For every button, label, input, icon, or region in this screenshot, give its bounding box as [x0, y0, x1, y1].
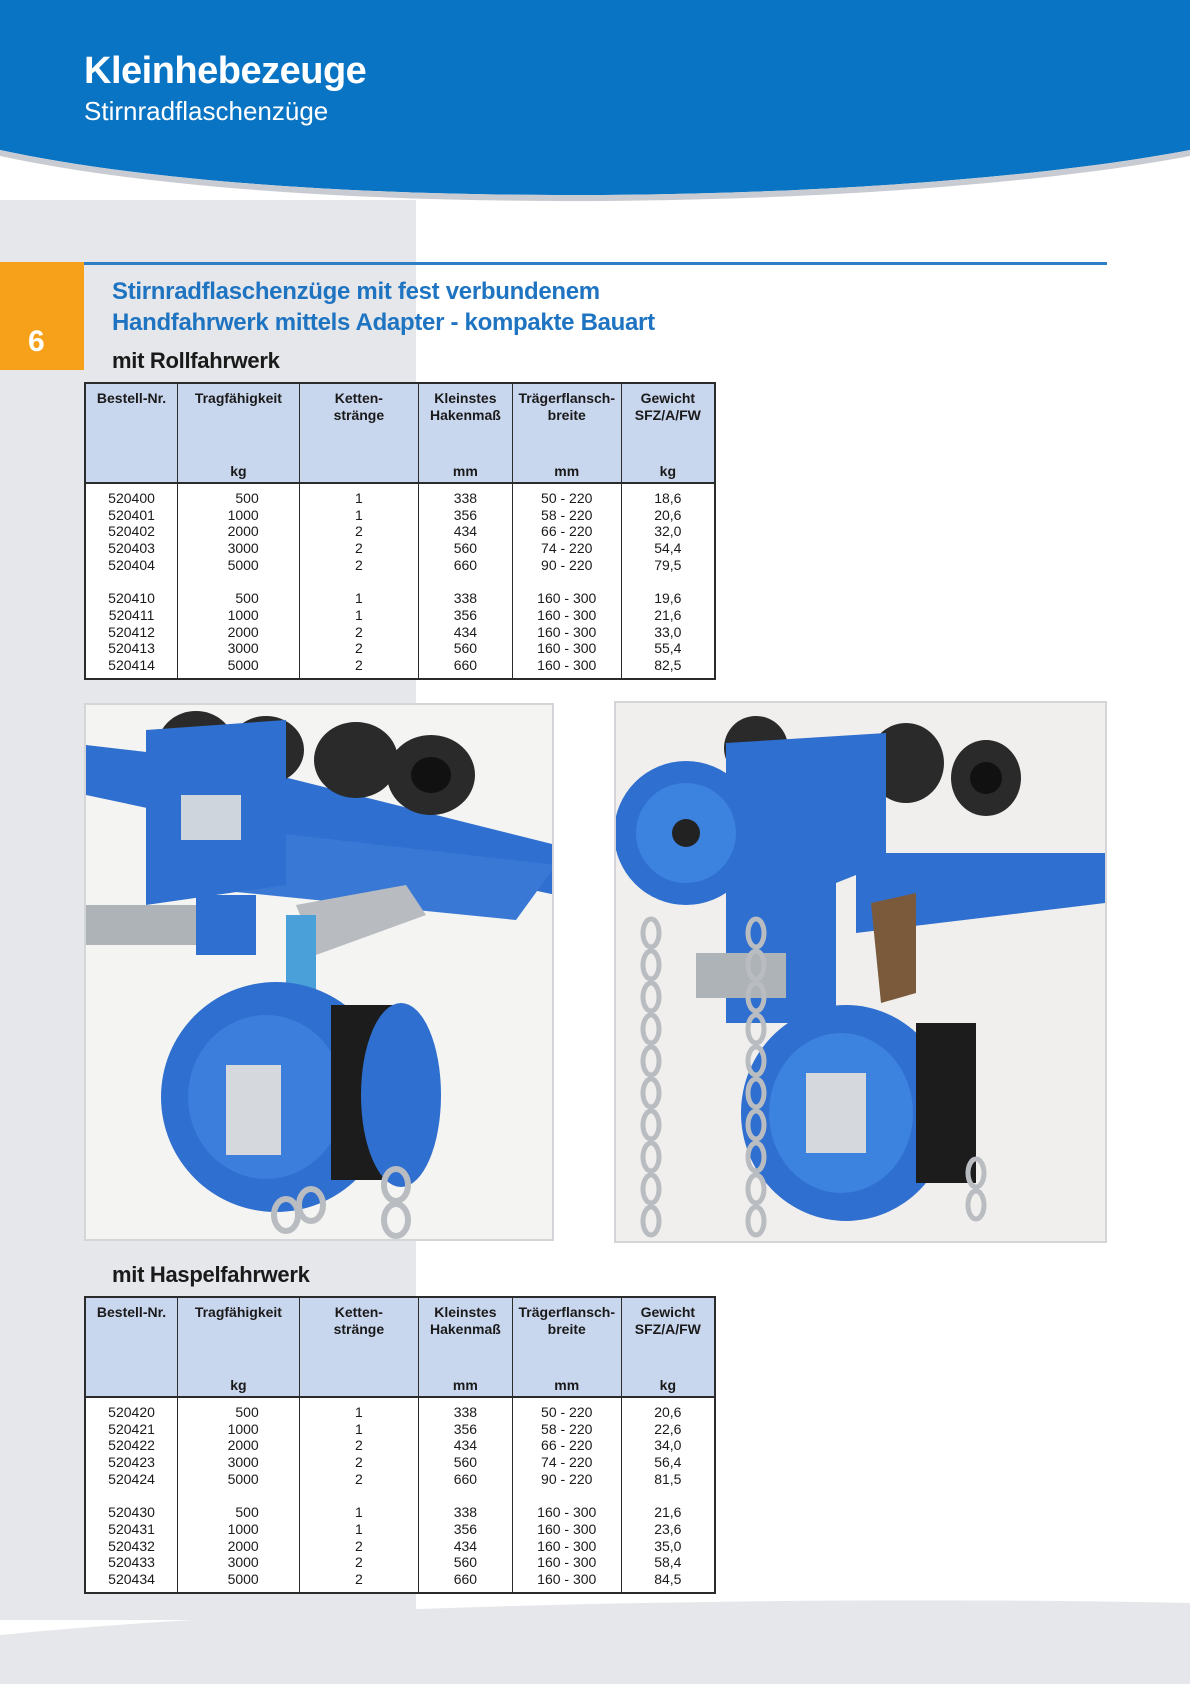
kettenstraenge-cell: 2 [299, 1554, 418, 1571]
gewicht-cell: 56,4 [621, 1454, 715, 1471]
tragfaehigkeit-cell: 2000 [178, 523, 300, 540]
hakenmass-cell: 356 [418, 1421, 512, 1438]
unit-cell: mm [512, 1375, 621, 1397]
traegerflanschbreite-cell: 160 - 300 [512, 624, 621, 641]
kettenstraenge-cell: 2 [299, 523, 418, 540]
traegerflanschbreite-cell: 90 - 220 [512, 1471, 621, 1488]
kettenstraenge-cell: 1 [299, 607, 418, 624]
tragfaehigkeit-cell: 5000 [178, 557, 300, 574]
spacer-cell [621, 1488, 715, 1505]
kettenstraenge-cell: 1 [299, 1504, 418, 1521]
tragfaehigkeit-cell: 1000 [178, 607, 300, 624]
hakenmass-cell: 660 [418, 1471, 512, 1488]
col-header-kettenstraenge: Ketten- stränge [299, 383, 418, 461]
section-heading-line2: Handfahrwerk mittels Adapter - kompakte Bauart [112, 309, 655, 336]
hakenmass-cell: 660 [418, 657, 512, 679]
gewicht-cell: 20,6 [621, 507, 715, 524]
traegerflanschbreite-cell: 160 - 300 [512, 1504, 621, 1521]
gewicht-cell: 35,0 [621, 1538, 715, 1555]
bestell-nr-cell: 520413 [85, 640, 178, 657]
kettenstraenge-cell: 1 [299, 483, 418, 507]
unit-cell [85, 1375, 178, 1397]
tragfaehigkeit-cell: 2000 [178, 1538, 300, 1555]
gewicht-cell: 55,4 [621, 640, 715, 657]
traegerflanschbreite-cell: 160 - 300 [512, 1571, 621, 1593]
bestell-nr-cell: 520411 [85, 607, 178, 624]
product-photo-rollfahrwerk [84, 703, 554, 1241]
col-header-tragfaehigkeit: Tragfähigkeit [178, 383, 300, 461]
bestell-nr-cell: 520420 [85, 1397, 178, 1421]
table-row [85, 624, 715, 641]
section-heading-line1: Stirnradflaschenzüge mit fest verbundenem [112, 278, 600, 305]
bestell-nr-cell: 520434 [85, 1571, 178, 1593]
bestell-nr-cell: 520432 [85, 1538, 178, 1555]
table-row [85, 1454, 715, 1471]
kettenstraenge-cell: 2 [299, 1471, 418, 1488]
traegerflanschbreite-cell: 50 - 220 [512, 1397, 621, 1421]
table-row [85, 640, 715, 657]
traegerflanschbreite-cell: 66 - 220 [512, 1437, 621, 1454]
bestell-nr-cell: 520423 [85, 1454, 178, 1471]
col-header-bestell-nr: Bestell-Nr. [85, 383, 178, 461]
bestell-nr-cell: 520421 [85, 1421, 178, 1438]
spacer-cell [299, 1488, 418, 1505]
unit-cell: kg [621, 1375, 715, 1397]
section-divider [84, 262, 1107, 265]
col-header-hakenmass: Kleinstes Hakenmaß [418, 383, 512, 461]
traegerflanschbreite-cell: 58 - 220 [512, 507, 621, 524]
unit-cell [299, 1375, 418, 1397]
hakenmass-cell: 434 [418, 624, 512, 641]
haspelfahrwerk-heading: mit Haspelfahrwerk [112, 1262, 310, 1287]
kettenstraenge-cell: 2 [299, 624, 418, 641]
spacer-cell [178, 574, 300, 591]
hakenmass-cell: 338 [418, 483, 512, 507]
kettenstraenge-cell: 1 [299, 590, 418, 607]
section-heading [112, 276, 655, 338]
unit-cell: kg [178, 461, 300, 483]
hakenmass-cell: 338 [418, 590, 512, 607]
header-subtitle: Stirnradflaschenzüge [84, 96, 329, 126]
kettenstraenge-cell: 1 [299, 507, 418, 524]
traegerflanschbreite-cell: 160 - 300 [512, 640, 621, 657]
group-spacer-row [85, 574, 715, 591]
tragfaehigkeit-cell: 5000 [178, 1471, 300, 1488]
kettenstraenge-cell: 2 [299, 1538, 418, 1555]
gewicht-cell: 21,6 [621, 607, 715, 624]
hakenmass-cell: 560 [418, 1454, 512, 1471]
spacer-cell [512, 1488, 621, 1505]
hakenmass-cell: 434 [418, 523, 512, 540]
kettenstraenge-cell: 2 [299, 540, 418, 557]
traegerflanschbreite-cell: 160 - 300 [512, 1521, 621, 1538]
col-header-tragfaehigkeit: Tragfähigkeit [178, 1297, 300, 1375]
tragfaehigkeit-cell: 500 [178, 1504, 300, 1521]
table-row [85, 657, 715, 679]
tragfaehigkeit-cell: 1000 [178, 507, 300, 524]
traegerflanschbreite-cell: 160 - 300 [512, 1538, 621, 1555]
bestell-nr-cell: 520401 [85, 507, 178, 524]
bestell-nr-cell: 520414 [85, 657, 178, 679]
kettenstraenge-cell: 2 [299, 1571, 418, 1593]
bestell-nr-cell: 520433 [85, 1554, 178, 1571]
hakenmass-cell: 560 [418, 640, 512, 657]
traegerflanschbreite-cell: 50 - 220 [512, 483, 621, 507]
traegerflanschbreite-cell: 66 - 220 [512, 523, 621, 540]
table-row [85, 523, 715, 540]
unit-cell: mm [512, 461, 621, 483]
page-header [0, 0, 1190, 215]
col-header-bestell-nr: Bestell-Nr. [85, 1297, 178, 1375]
gewicht-cell: 34,0 [621, 1437, 715, 1454]
gewicht-cell: 33,0 [621, 624, 715, 641]
table-row [85, 507, 715, 524]
gewicht-cell: 82,5 [621, 657, 715, 679]
spacer-cell [512, 574, 621, 591]
tragfaehigkeit-cell: 1000 [178, 1421, 300, 1438]
bestell-nr-cell: 520410 [85, 590, 178, 607]
bestell-nr-cell: 520404 [85, 557, 178, 574]
unit-cell: mm [418, 461, 512, 483]
spacer-cell [85, 1488, 178, 1505]
col-header-kettenstraenge: Ketten- stränge [299, 1297, 418, 1375]
kettenstraenge-cell: 2 [299, 1437, 418, 1454]
gewicht-cell: 32,0 [621, 523, 715, 540]
bestell-nr-cell: 520400 [85, 483, 178, 507]
gewicht-cell: 84,5 [621, 1571, 715, 1593]
hakenmass-cell: 338 [418, 1397, 512, 1421]
col-header-traegerflanschbreite: Trägerflansch- breite [512, 1297, 621, 1375]
table-row [85, 557, 715, 574]
traegerflanschbreite-cell: 74 - 220 [512, 540, 621, 557]
bestell-nr-cell: 520422 [85, 1437, 178, 1454]
gewicht-cell: 18,6 [621, 483, 715, 507]
unit-cell [299, 461, 418, 483]
traegerflanschbreite-cell: 74 - 220 [512, 1454, 621, 1471]
tragfaehigkeit-cell: 2000 [178, 624, 300, 641]
col-header-gewicht: Gewicht SFZ/A/FW [621, 1297, 715, 1375]
table-row [85, 1571, 715, 1593]
gewicht-cell: 23,6 [621, 1521, 715, 1538]
rollfahrwerk-table [84, 382, 716, 680]
rollfahrwerk-heading: mit Rollfahrwerk [112, 348, 280, 373]
table-row [85, 1421, 715, 1438]
tragfaehigkeit-cell: 500 [178, 483, 300, 507]
table-row [85, 1504, 715, 1521]
tragfaehigkeit-cell: 5000 [178, 657, 300, 679]
tragfaehigkeit-cell: 3000 [178, 540, 300, 557]
spacer-cell [418, 1488, 512, 1505]
hakenmass-cell: 356 [418, 507, 512, 524]
hakenmass-cell: 338 [418, 1504, 512, 1521]
tragfaehigkeit-cell: 3000 [178, 640, 300, 657]
table-row [85, 607, 715, 624]
kettenstraenge-cell: 2 [299, 557, 418, 574]
table-row [85, 540, 715, 557]
traegerflanschbreite-cell: 160 - 300 [512, 1554, 621, 1571]
unit-cell [85, 461, 178, 483]
group-spacer-row [85, 1488, 715, 1505]
table-row [85, 1397, 715, 1421]
traegerflanschbreite-cell: 160 - 300 [512, 590, 621, 607]
col-header-traegerflanschbreite: Trägerflansch- breite [512, 383, 621, 461]
tragfaehigkeit-cell: 500 [178, 590, 300, 607]
kettenstraenge-cell: 2 [299, 1454, 418, 1471]
kettenstraenge-cell: 1 [299, 1397, 418, 1421]
kettenstraenge-cell: 2 [299, 640, 418, 657]
hakenmass-cell: 560 [418, 1554, 512, 1571]
unit-cell: kg [178, 1375, 300, 1397]
bestell-nr-cell: 520403 [85, 540, 178, 557]
chapter-number: 6 [28, 325, 45, 358]
tragfaehigkeit-cell: 3000 [178, 1454, 300, 1471]
header-title: Kleinhebezeuge [84, 50, 367, 92]
hakenmass-cell: 434 [418, 1538, 512, 1555]
spacer-cell [621, 574, 715, 591]
table-row [85, 1554, 715, 1571]
gewicht-cell: 21,6 [621, 1504, 715, 1521]
table-row [85, 590, 715, 607]
kettenstraenge-cell: 1 [299, 1521, 418, 1538]
spacer-cell [85, 574, 178, 591]
traegerflanschbreite-cell: 160 - 300 [512, 657, 621, 679]
gewicht-cell: 19,6 [621, 590, 715, 607]
hakenmass-cell: 660 [418, 1571, 512, 1593]
spacer-cell [299, 574, 418, 591]
tragfaehigkeit-cell: 2000 [178, 1437, 300, 1454]
traegerflanschbreite-cell: 58 - 220 [512, 1421, 621, 1438]
table-row [85, 483, 715, 507]
hakenmass-cell: 660 [418, 557, 512, 574]
bottom-wave [0, 1595, 1190, 1684]
hakenmass-cell: 434 [418, 1437, 512, 1454]
gewicht-cell: 20,6 [621, 1397, 715, 1421]
bestell-nr-cell: 520412 [85, 624, 178, 641]
bestell-nr-cell: 520424 [85, 1471, 178, 1488]
tragfaehigkeit-cell: 500 [178, 1397, 300, 1421]
haspelfahrwerk-table-body [85, 1397, 715, 1593]
bestell-nr-cell: 520431 [85, 1521, 178, 1538]
tragfaehigkeit-cell: 1000 [178, 1521, 300, 1538]
traegerflanschbreite-cell: 90 - 220 [512, 557, 621, 574]
hakenmass-cell: 356 [418, 1521, 512, 1538]
spacer-cell [418, 574, 512, 591]
gewicht-cell: 58,4 [621, 1554, 715, 1571]
table-row [85, 1437, 715, 1454]
product-photo-haspelfahrwerk [614, 701, 1107, 1243]
unit-cell: mm [418, 1375, 512, 1397]
tragfaehigkeit-cell: 5000 [178, 1571, 300, 1593]
gewicht-cell: 22,6 [621, 1421, 715, 1438]
table-row [85, 1521, 715, 1538]
unit-cell: kg [621, 461, 715, 483]
gewicht-cell: 54,4 [621, 540, 715, 557]
hakenmass-cell: 560 [418, 540, 512, 557]
spacer-cell [178, 1488, 300, 1505]
bestell-nr-cell: 520402 [85, 523, 178, 540]
haspelfahrwerk-table [84, 1296, 716, 1594]
hakenmass-cell: 356 [418, 607, 512, 624]
rollfahrwerk-table-body [85, 483, 715, 679]
kettenstraenge-cell: 1 [299, 1421, 418, 1438]
tragfaehigkeit-cell: 3000 [178, 1554, 300, 1571]
bestell-nr-cell: 520430 [85, 1504, 178, 1521]
table-row [85, 1471, 715, 1488]
col-header-hakenmass: Kleinstes Hakenmaß [418, 1297, 512, 1375]
gewicht-cell: 81,5 [621, 1471, 715, 1488]
gewicht-cell: 79,5 [621, 557, 715, 574]
kettenstraenge-cell: 2 [299, 657, 418, 679]
col-header-gewicht: Gewicht SFZ/A/FW [621, 383, 715, 461]
traegerflanschbreite-cell: 160 - 300 [512, 607, 621, 624]
table-row [85, 1538, 715, 1555]
